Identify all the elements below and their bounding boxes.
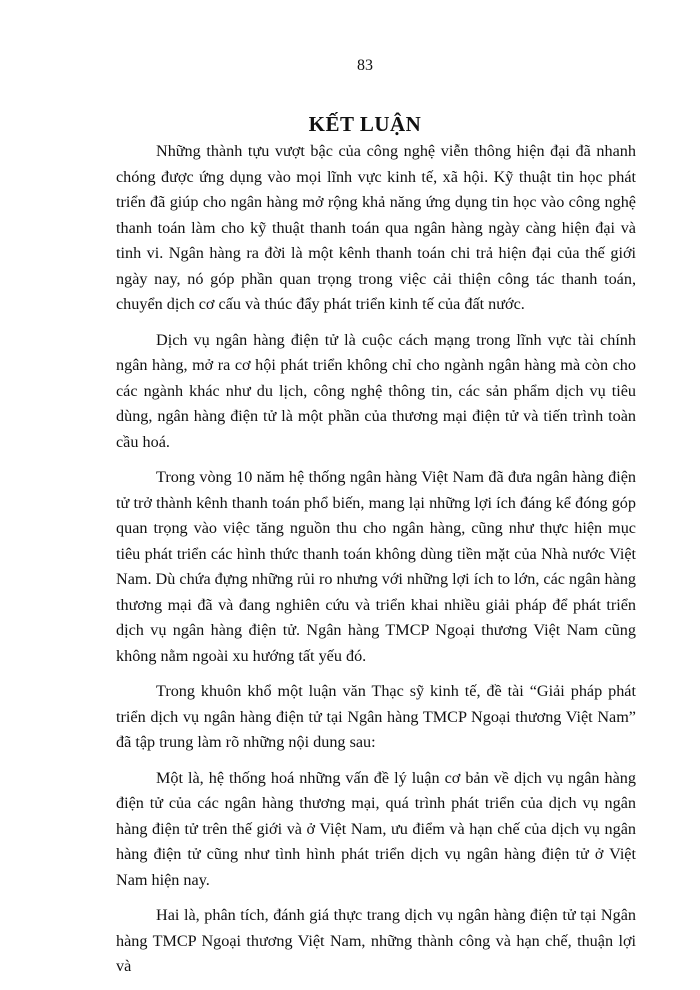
paragraph-1: Những thành tựu vượt bậc của công nghệ viễn thông hiện đại đã nhanh chóng được ứng dụng vào mọi lĩnh vực kinh tế, xã hội. Kỹ thuật tin học phát triển đã giúp cho ngân hàng mở rộng khả năng ứng dụng tin học vào công nghệ thanh toán làm cho kỹ thuật thanh toán qua ngân hàng ngày càng hiện đại và tinh vi. Ngân hàng ra đời là một kênh thanh toán chi trả hiện đại của thế giới ngày nay, nó góp phần quan trọng trong việc cải thiện công tác thanh toán, chuyển dịch cơ cấu và thúc đẩy phát triển kinh tế của đất nước.	[116, 142, 636, 313]
paragraph-6: Hai là, phân tích, đánh giá thực trang dịch vụ ngân hàng điện tử tại Ngân hàng TMCP Ngoại thương Việt Nam, những thành công và hạn chế, thuận lợi và	[116, 906, 636, 975]
paragraph-5: Một là, hệ thống hoá những vấn đề lý luận cơ bản về dịch vụ ngân hàng điện tử của các ngân hàng thương mại, quá trình phát triển của dịch vụ ngân hàng điện tử trên thế giới và ở Việt Nam, ưu điểm và hạn chế của dịch vụ ngân hàng điện tử cũng như tình hình phát triển dịch vụ ngân hàng điện tử ở Việt Nam hiện nay.	[116, 768, 636, 889]
paragraph-2: Dịch vụ ngân hàng điện tử là cuộc cách mạng trong lĩnh vực tài chính ngân hàng, mở ra cơ hội phát triển không chỉ cho ngành ngân hàng mà còn cho các ngành khác như du lịch, công nghệ thông tin, các sản phẩm dịch vụ tiêu dùng, ngân hàng điện tử là một phần của thương mại điện tử và tiến trình toàn cầu hoá.	[116, 330, 636, 451]
paragraph-4: Trong khuôn khổ một luận văn Thạc sỹ kinh tế, đề tài “Giải pháp phát triển dịch vụ ngân hàng điện tử tại Ngân hàng TMCP Ngoại thương Việt Nam” đã tập trung làm rõ những nội dung sau:	[116, 682, 636, 751]
page-title: KẾT LUẬN	[308, 112, 422, 136]
page-number: 83	[357, 57, 373, 74]
paragraph-3: Trong vòng 10 năm hệ thống ngân hàng Việt Nam đã đưa ngân hàng điện tử trở thành kênh thanh toán phổ biến, mang lại những lợi ích đáng kể đóng góp quan trọng vào việc tăng nguồn thu cho ngân hàng, cũng như thực hiện mục tiêu phát triển các hình thức thanh toán không dùng tiền mặt của Nhà nước Việt Nam. Dù chứa đựng những rủi ro nhưng với những lợi ích to lớn, các ngân hàng thương mại đã và đang nghiên cứu và triển khai nhiều giải pháp để phát triển dịch vụ ngân hàng điện tử. Ngân hàng TMCP Ngoại thương Việt Nam cũng không nằm ngoài xu hướng tất yếu đó.	[116, 468, 637, 665]
document-body	[116, 139, 636, 990]
